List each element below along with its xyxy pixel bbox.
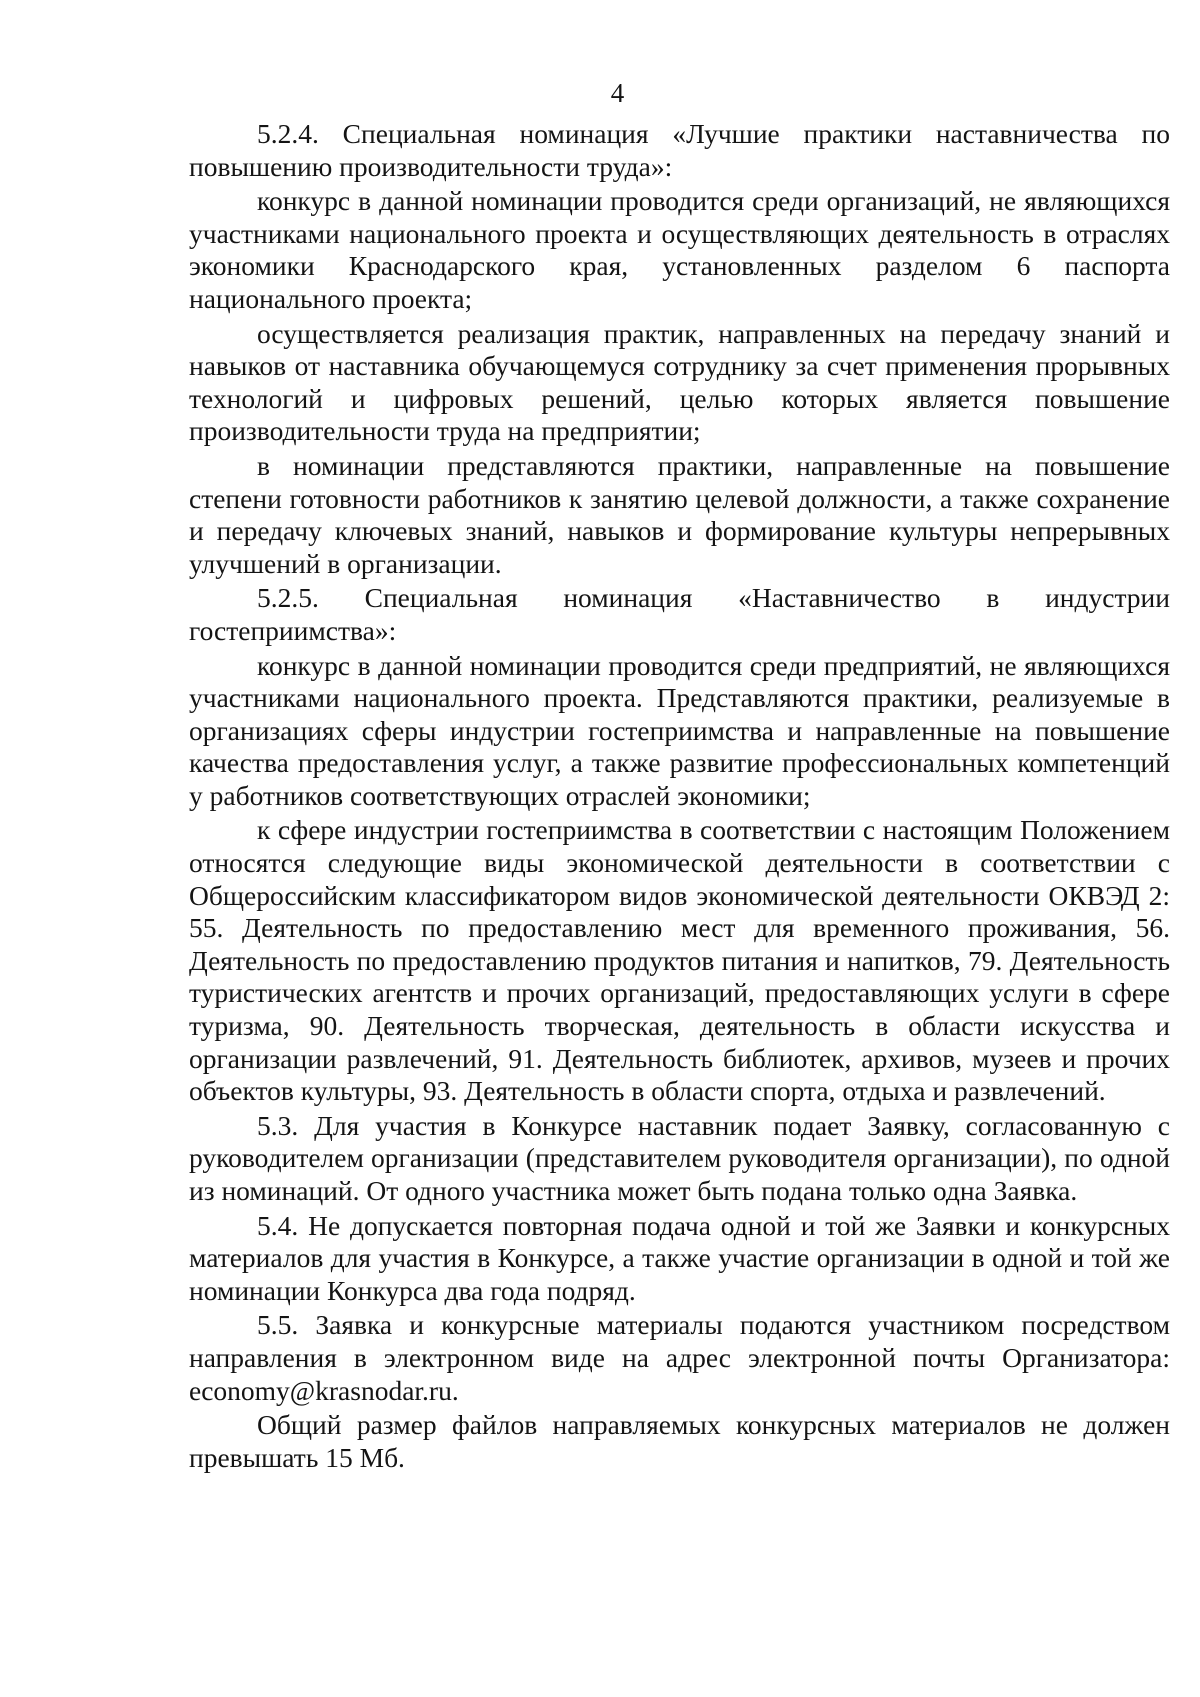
paragraph-5-4: 5.4. Не допускается повторная подача одной и той же Заявки и конкурсных материалов для участия в Конкурсе, а также участие организации в одной и той же номинации Конкурса два года подряд.	[189, 1209, 1170, 1306]
paragraph-file-size: Общий размер файлов направляемых конкурсных материалов не должен превышать 15 Мб.	[189, 1409, 1170, 1473]
paragraph-5-2-5-participants: конкурс в данной номинации проводится среди предприятий, не являющихся участниками национального проекта. Представляются практики, реализуемые в организациях сферы индустрии гостеприимства и направленные на повышение качества предоставления услуг, а также развитие профессиональных компетенций у работников соответствующих отраслей экономики;	[189, 649, 1170, 811]
document-body	[189, 118, 1170, 1476]
paragraph-5-2-4-practices: осуществляется реализация практик, направленных на передачу знаний и навыков от наставника обучающемуся сотруднику за счет применения прорывных технологий и цифровых решений, целью которых является повышение производительности труда на предприятии;	[189, 317, 1170, 447]
paragraph-5-3: 5.3. Для участия в Конкурсе наставник подает Заявку, согласованную с руководителем организации (представителем руководителя организации), по одной из номинаций. От одного участника может быть подана только одна Заявка.	[189, 1109, 1170, 1206]
paragraph-5-2-5-heading: 5.2.5. Специальная номинация «Наставничество в индустрии гостеприимства»:	[189, 582, 1170, 646]
paragraph-5-5: 5.5. Заявка и конкурсные материалы подаются участником посредством направления в электронном виде на адрес электронной почты Организатора: economy@krasnodar.ru.	[189, 1309, 1170, 1406]
page-number: 4	[610, 78, 625, 108]
paragraph-5-2-4-participants: конкурс в данной номинации проводится среди организаций, не являющихся участниками национального проекта и осуществляющих деятельность в отраслях экономики Краснодарского края, установленных разделом 6 паспорта национального проекта;	[189, 185, 1170, 314]
paragraph-5-2-4-heading: 5.2.4. Специальная номинация «Лучшие практики наставничества по повышению производительности труда»:	[189, 118, 1170, 182]
paragraph-5-2-5-okved: к сфере индустрии гостеприимства в соответствии с настоящим Положением относятся следующие виды экономической деятельности в соответствии с Общероссийским классификатором видов экономической деятельности ОКВЭД 2: 55. Деятельность по предоставлению мест для временного проживания, 56. Деятельность по предоставлению продуктов питания и напитков, 79. Деятельность туристических агентств и прочих организаций, предоставляющих услуги в сфере туризма, 90. Деятельность творческая, деятельность в области искусства и организации развлечений, 91. Деятельность библиотек, архивов, музеев и прочих объектов культуры, 93. Деятельность в области спорта, отдыха и развлечений.	[189, 814, 1170, 1107]
paragraph-5-2-4-readiness: в номинации представляются практики, направленные на повышение степени готовности работников к занятию целевой должности, а также сохранение и передачу ключевых знаний, навыков и формирование культуры непрерывных улучшений в организации.	[189, 449, 1170, 579]
